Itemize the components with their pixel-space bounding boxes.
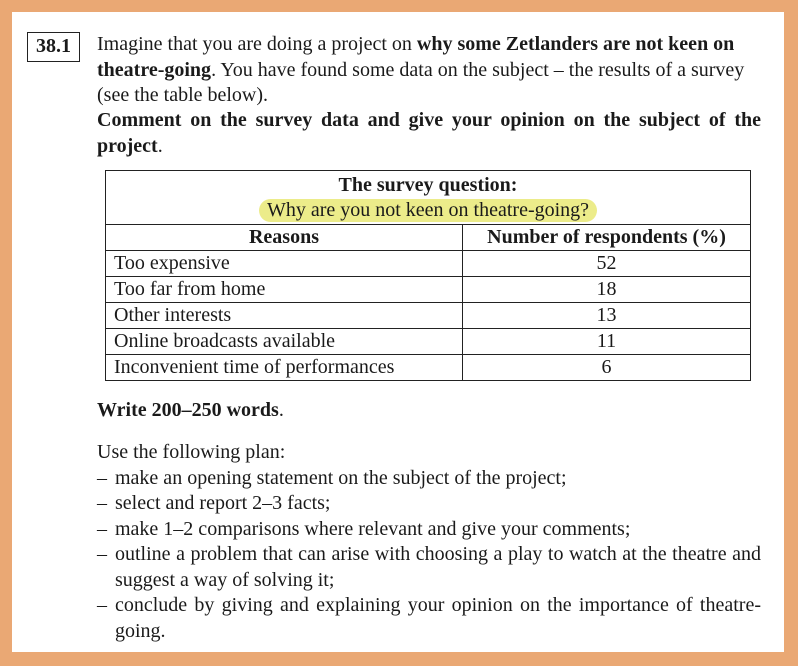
plan-list (97, 466, 761, 645)
task-number-box: 38.1 (27, 32, 80, 62)
plan-item: – select and report 2–3 facts; (97, 491, 761, 517)
table-header-row (106, 225, 751, 251)
plan-item: – conclude by giving and explaining your opinion on the importance of theatre-going. (97, 593, 761, 644)
survey-question-row (106, 171, 751, 225)
table-row (106, 355, 751, 381)
header-reasons: Reasons (106, 225, 463, 251)
task-instruction (97, 108, 761, 159)
task-intro (97, 32, 761, 109)
value-cell: 18 (463, 277, 751, 303)
table-row (106, 329, 751, 355)
intro-topic: why some Zetlanders are not keen on theatre-going (97, 33, 735, 81)
table-row (106, 303, 751, 329)
reason-cell: Online broadcasts available (106, 329, 463, 355)
word-limit (97, 398, 761, 424)
reason-cell: Inconvenient time of performances (106, 355, 463, 381)
survey-question-text: Why are you not keen on theatre-going? (259, 199, 597, 222)
instruction-end: . (157, 134, 163, 157)
plan-item: – make an opening statement on the subject of the project; (97, 466, 761, 492)
reason-cell: Other interests (106, 303, 463, 329)
reason-cell: Too far from home (106, 277, 463, 303)
table-row (106, 251, 751, 277)
survey-table (105, 170, 751, 381)
survey-question-cell (106, 171, 751, 225)
word-limit-end: . (278, 399, 284, 421)
answer-plan (97, 440, 761, 644)
value-cell: 13 (463, 303, 751, 329)
survey-question-title: The survey question: (338, 174, 518, 196)
header-respondents: Number of respondents (%) (463, 225, 751, 251)
value-cell: 6 (463, 355, 751, 381)
reason-cell: Too expensive (106, 251, 463, 277)
table-row (106, 277, 751, 303)
plan-item: – outline a problem that can arise with choosing a play to watch at the theatre and suggest a way of solving it; (97, 542, 761, 593)
value-cell: 11 (463, 329, 751, 355)
plan-lead: Use the following plan: (97, 441, 286, 463)
word-limit-bold: Write 200–250 words (97, 399, 279, 421)
intro-text-1: Imagine that you are doing a project on (97, 33, 417, 55)
intro-text-2: . You have found some data on the subject – the results of a survey (see the table below). (97, 58, 745, 106)
instruction-bold: Comment on the survey data and give your opinion on the subject of the project (97, 109, 761, 157)
value-cell: 52 (463, 251, 751, 277)
task-sheet (12, 12, 784, 652)
plan-item: – make 1–2 comparisons where relevant and give your comments; (97, 517, 761, 543)
